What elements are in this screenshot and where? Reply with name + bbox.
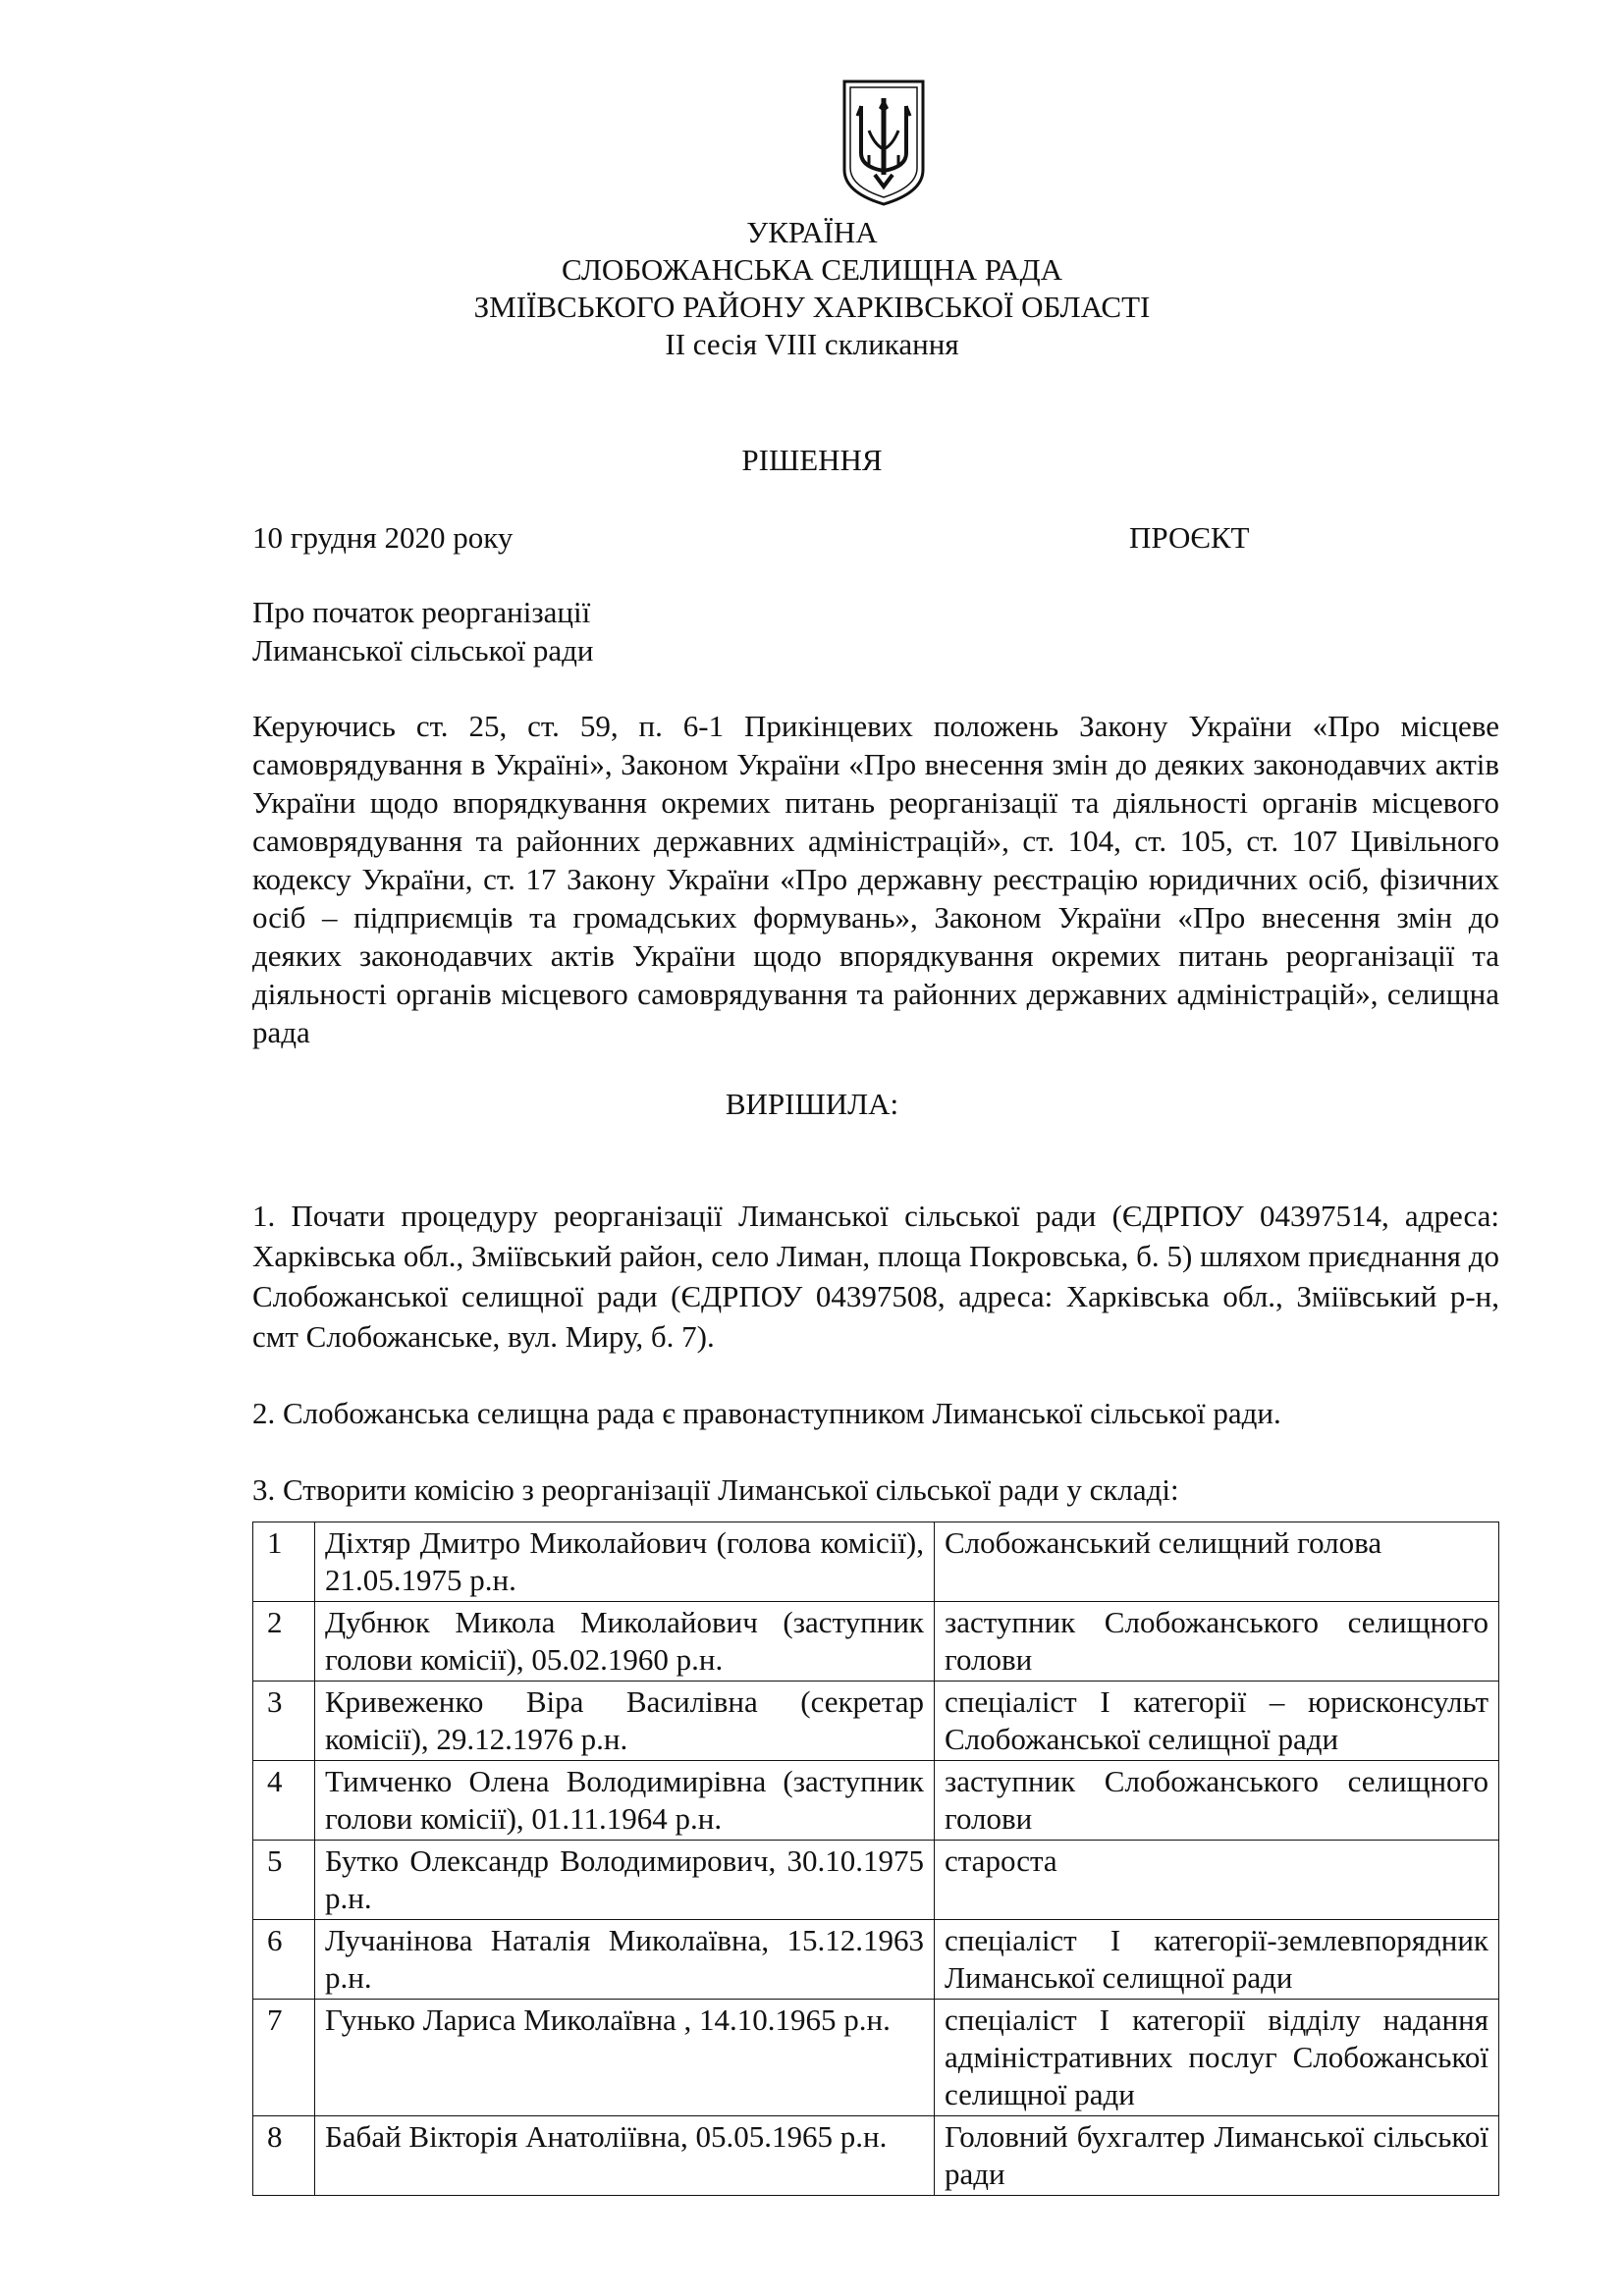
table-row	[253, 2000, 1499, 2116]
member-name: Бутко Олександр Володимирович, 30.10.1975 р.н.	[315, 1841, 935, 1920]
commission-table	[252, 1522, 1499, 2196]
header-district: ЗМІЇВСЬКОГО РАЙОНУ ХАРКІВСЬКОЇ ОБЛАСТІ	[473, 290, 1151, 324]
table-row	[253, 1682, 1499, 1761]
table-row	[253, 1920, 1499, 2000]
member-position: спеціаліст І категорії – юрисконсульт Слобожанської селищної ради	[935, 1682, 1499, 1761]
table-row	[253, 1602, 1499, 1682]
draft-status: ПРОЄКТ	[1129, 520, 1250, 555]
member-name: Гунько Лариса Миколаївна , 14.10.1965 р.н.	[315, 2000, 935, 2116]
row-number: 1	[253, 1522, 315, 1602]
header-council: СЛОБОЖАНСЬКА СЕЛИЩНА РАДА	[562, 252, 1062, 287]
trident-coat-of-arms-icon	[839, 77, 928, 209]
member-name: Бабай Вікторія Анатоліївна, 05.05.1965 р.н.	[315, 2116, 935, 2196]
table-row	[253, 2116, 1499, 2196]
item-2: 2. Слобожанська селищна рада є правонаступником Лиманської сільської ради.	[252, 1396, 1281, 1430]
header-session: ІІ сесія VIIІ скликання	[665, 327, 959, 361]
member-position: спеціаліст І категорії відділу надання адміністративних послуг Слобожанської селищної ради	[935, 2000, 1499, 2116]
row-number: 4	[253, 1761, 315, 1841]
row-number: 6	[253, 1920, 315, 2000]
subject-line-2: Лиманської сільської ради	[252, 633, 594, 667]
member-name: Лучанінова Наталія Миколаївна, 15.12.1963 р.н.	[315, 1920, 935, 2000]
row-number: 2	[253, 1602, 315, 1682]
member-name: Діхтяр Дмитро Миколайович (голова комісії), 21.05.1975 р.н.	[315, 1522, 935, 1602]
preamble: Керуючись ст. 25, ст. 59, п. 6-1 Прикінцевих положень Закону України «Про місцеве самоврядування в Україні», Законом України «Про внесення змін до деяких законодавчих актів України щодо впорядкування окремих питань реорганізації та діяльності органів місцевого самоврядування та районних державних адміністрацій», ст. 104, ст. 105, ст. 107 Цивільного кодексу України, ст. 17 Закону України «Про державну реєстрацію юридичних осіб, фізичних осіб – підприємців та громадських формувань», Законом України «Про внесення змін до деяких законодавчих актів України щодо впорядкування окремих питань реорганізації та діяльності органів місцевого самоврядування та районних державних адміністрацій», селищна рада	[252, 709, 1499, 1049]
item-1: 1. Почати процедуру реорганізації Лиманської сільської ради (ЄДРПОУ 04397514, адреса: Харківська обл., Зміївський район, село Лиман, площа Покровська, б. 5) шляхом приєднання до Слобожанської селищної ради (ЄДРПОУ 04397508, адреса: Харківська обл., Зміївський р-н, смт Слобожанське, вул. Миру, б. 7).	[252, 1199, 1499, 1354]
member-name: Тимченко Олена Володимирівна (заступник голови комісії), 01.11.1964 р.н.	[315, 1761, 935, 1841]
member-position: Слобожанський селищний голова	[935, 1522, 1499, 1602]
row-number: 5	[253, 1841, 315, 1920]
row-number: 7	[253, 2000, 315, 2116]
subject-line-1: Про початок реорганізації	[252, 595, 591, 629]
member-position: староста	[935, 1841, 1499, 1920]
member-position: заступник Слобожанського селищного голови	[935, 1761, 1499, 1841]
decision-date: 10 грудня 2020 року	[252, 520, 514, 555]
member-name: Кривеженко Віра Василівна (секретар комісії), 29.12.1976 р.н.	[315, 1682, 935, 1761]
decided-heading: ВИРІШИЛА:	[725, 1087, 899, 1121]
member-position: заступник Слобожанського селищного голови	[935, 1602, 1499, 1682]
row-number: 3	[253, 1682, 315, 1761]
row-number: 8	[253, 2116, 315, 2196]
doc-type: РІШЕННЯ	[741, 443, 883, 477]
header-country: УКРАЇНА	[746, 215, 878, 249]
table-row	[253, 1522, 1499, 1602]
table-row	[253, 1761, 1499, 1841]
member-position: Головний бухгалтер Лиманської сільської ради	[935, 2116, 1499, 2196]
table-row	[253, 1841, 1499, 1920]
item-3: 3. Створити комісію з реорганізації Лиманської сільської ради у складі:	[252, 1472, 1179, 1507]
member-position: спеціаліст І категорії-землевпорядник Лиманської селищної ради	[935, 1920, 1499, 2000]
member-name: Дубнюк Микола Миколайович (заступник голови комісії), 05.02.1960 р.н.	[315, 1602, 935, 1682]
